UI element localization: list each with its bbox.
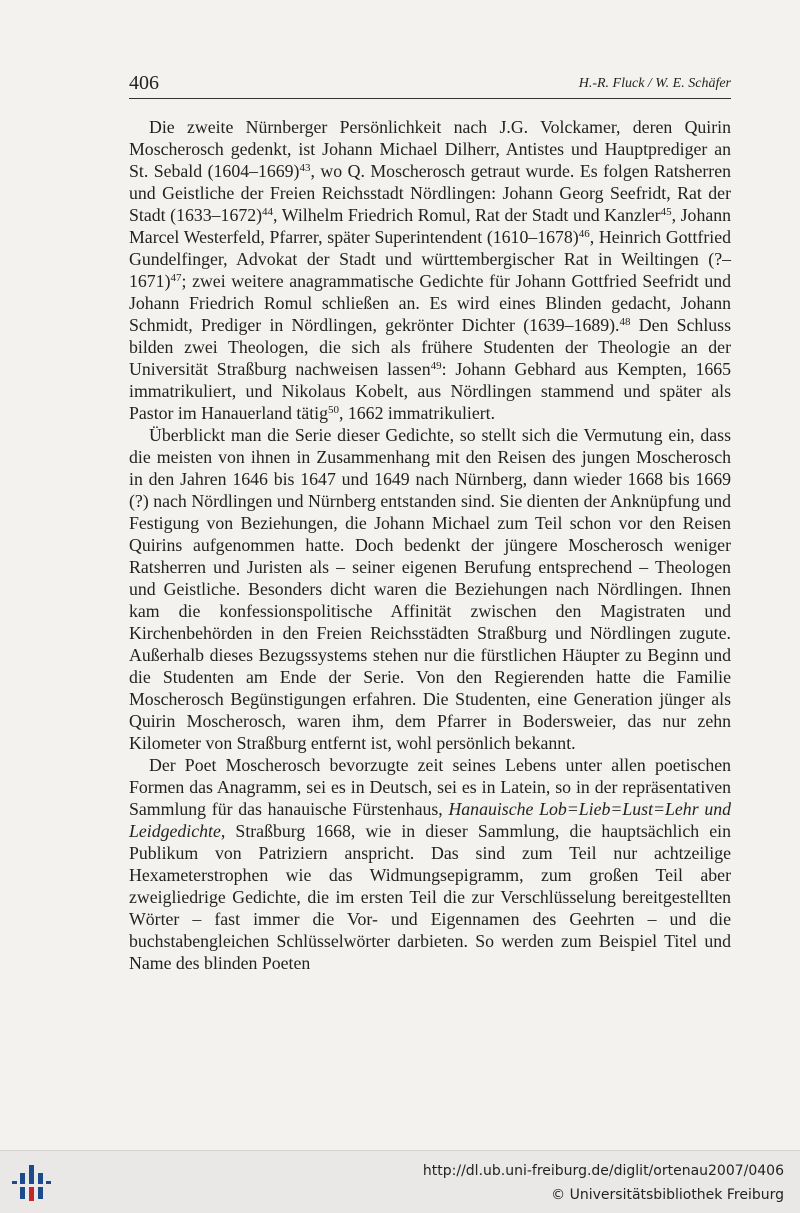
ub-freiburg-logo-icon <box>12 1165 52 1201</box>
text-run: Den Schluss bilden zwei Theologen, die sich als frühere Studenten der Theologie an der Universität Straßburg nachweisen lassen <box>129 315 731 379</box>
text-run: ; zwei weitere anagrammatische Gedichte für Johann Gottfried Seefridt und Johann Friedrich Romul schließen an. Es wird eines Blinden gedacht, Johann Schmidt, Prediger in Nördlingen, gekrönter Dichter (1639–1689). <box>129 271 731 335</box>
text-run: , Straßburg 1668, wie in dieser Sammlung, die hauptsächlich ein Publikum von Patriziern anspricht. Das sind zum Teil nur achtzeilige Hexameterstrophen wie das Widmungsepigramm, zum großen Teil aber zweigliedrige Gedichte, die im ersten Teil die zur Verschlüsselung bereitgestellten Wörter – fast immer die Vor- und Eigennamen des Geehrten – und die buchstabengleichen Schlüsselwörter darbieten. So werden zum Beispiel Titel und Name des blinden Poeten <box>129 821 731 973</box>
text-run: Überblickt man die Serie dieser Gedichte, so stellt sich die Vermutung ein, dass die meisten von ihnen in Zusammenhang mit den Reisen des jungen Moscherosch in den Jahren 1646 bis 1647 und 1649 nach Nürnberg, dann wieder 1668 bis 1669 (?) nach Nördlingen und Nürnberg entstanden sind. Sie dienten der Anknüpfung und Festigung von Beziehungen, die Johann Michael zum Teil schon vor den Reisen Quirins aufgenommen hatte. Doch bedenkt der jüngere Moscherosch weniger Ratsherren und Juristen als – seiner eigenen Berufung entsprechend – Theologen und Geistliche. Besonders dicht waren die Beziehungen nach Nördlingen. Ihnen kam die konfessionspolitische Affinität zwischen den Magistraten und Kirchenbehörden in den Freien Reichsstädten Straßburg und Nördlingen zugute. Außerhalb dieses Bezugssystems stehen nur die fürstlichen Häupter zu Beginn und die Studenten am Ende der Serie. Von den Regierenden hatte die Familie Moscherosch Begünstigungen erfahren. Die Studenten, eine Generation jünger als Quirin Moscherosch, waren ihm, dem Pfarrer in Bodersweier, das nur zehn Kilometer von Straßburg entfernt ist, wohl persönlich bekannt. <box>129 425 731 753</box>
text-run: : Johann Gebhard aus Kempten, 1665 immatrikuliert, und Nikolaus Kobelt, aus Nördlingen stammend und später als Pastor im Hanauerland tätig <box>129 359 732 423</box>
page-header <box>129 72 731 99</box>
italic-title: Hanauische Lob=Lieb=Lust=Lehr und Leidgedichte <box>129 799 732 841</box>
footnote-reference: 44 <box>262 206 274 218</box>
text-run: , Johann Marcel Westerfeld, Pfarrer, später Superintendent (1610–1678) <box>129 205 732 247</box>
paragraph <box>129 424 731 754</box>
paragraph <box>129 754 731 974</box>
text-run: , wo Q. Moscherosch getraut wurde. Es folgen Ratsherren und Geistliche der Freien Reichsstadt Nördlingen: Johann Georg Seefridt, Rat der Stadt (1633–1672) <box>129 161 732 225</box>
footnote-reference: 46 <box>578 228 590 240</box>
footer-bar <box>0 1150 800 1213</box>
source-url-link[interactable]: http://dl.ub.uni-freiburg.de/diglit/ortenau2007/0406 <box>422 1163 784 1179</box>
text-run: Die zweite Nürnberger Persönlichkeit nach J.G. Volckamer, deren Quirin Moscherosch gedenkt, ist Johann Michael Dilherr, Antistes und Hauptprediger an St. Sebald (1604–1669) <box>129 117 731 181</box>
footnote-reference: 48 <box>619 316 631 328</box>
copyright-text: © Universitätsbibliothek Freiburg <box>551 1187 784 1203</box>
text-run: Der Poet Moscherosch bevorzugte zeit seines Lebens unter allen poetischen Formen das Anagramm, sei es in Deutsch, sei es in Latein, so in der repräsentativen Sammlung für das hanauische Fürstenhaus, <box>129 755 731 819</box>
footnote-reference: 43 <box>299 162 311 174</box>
text-run: , 1662 immatrikuliert. <box>339 403 496 423</box>
paragraph <box>129 116 731 424</box>
running-head: H.-R. Fluck / W. E. Schäfer <box>578 76 731 91</box>
text-run: , Heinrich Gottfried Gundelfinger, Advokat der Stadt und württembergischer Rat in Weiltingen (?–1671) <box>129 227 731 291</box>
footnote-reference: 49 <box>430 360 442 372</box>
footnote-reference: 47 <box>170 272 182 284</box>
footnote-reference: 45 <box>660 206 672 218</box>
footnote-reference: 50 <box>328 404 339 416</box>
body-text <box>129 116 731 974</box>
page-number: 406 <box>129 72 159 94</box>
text-run: , Wilhelm Friedrich Romul, Rat der Stadt und Kanzler <box>273 205 661 225</box>
